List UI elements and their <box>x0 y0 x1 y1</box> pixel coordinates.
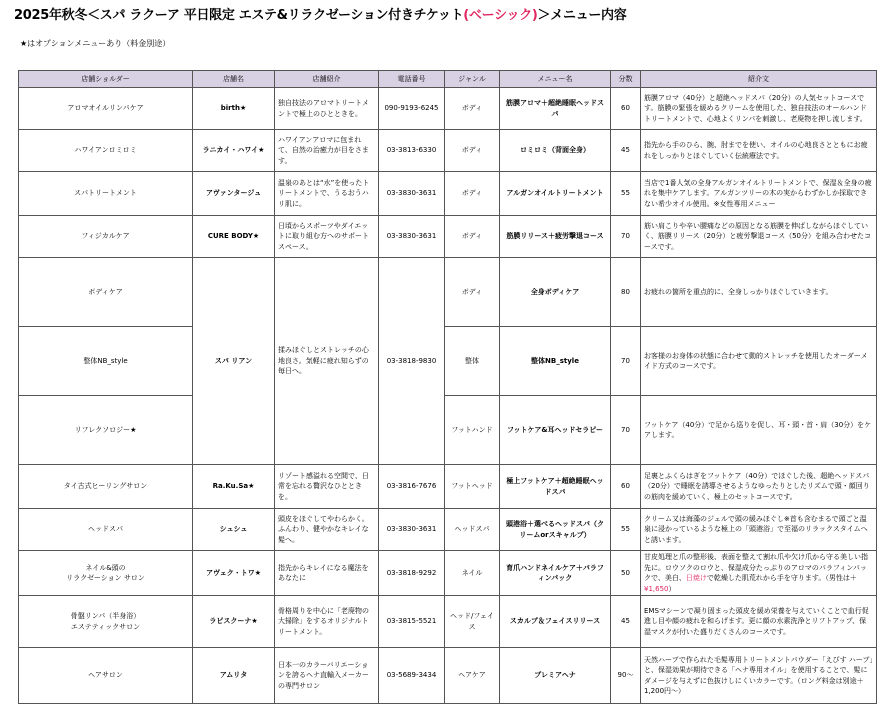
minutes-cell: 70 <box>611 396 641 465</box>
description-cell: 甘皮処理と爪の整形後、表面を整えて割れ爪や欠け爪から守る美しい指先に。ロウソクのロウと、保湿成分たっぷりのアロマのパラフィンパックで、美白、日焼けで乾燥した肌荒れから手を守ります。（男性は＋¥1,650） <box>641 551 877 596</box>
col-header: 店舗ショルダー <box>19 71 193 88</box>
shoulder-cell: 整体NB_style <box>19 327 193 396</box>
minutes-cell: 55 <box>611 172 641 216</box>
phone-cell: 03-3818-9830 <box>379 258 445 465</box>
table-header-row <box>19 71 877 88</box>
genre-cell: フットヘッド <box>445 465 500 509</box>
table-row <box>19 551 877 596</box>
phone-cell: 03-3830-3631 <box>379 172 445 216</box>
shoulder-cell: アロマオイルリンパケア <box>19 88 193 130</box>
minutes-cell: 60 <box>611 88 641 130</box>
shoulder-cell: ヘッドスパ <box>19 509 193 551</box>
menu-cell: 整体NB_style <box>500 327 611 396</box>
shoulder-cell: ヘアサロン <box>19 648 193 704</box>
table-row <box>19 172 877 216</box>
store-cell: アムリタ <box>193 648 275 704</box>
intro-cell: リゾート感溢れる空間で、日常を忘れる贅沢なひとときを。 <box>275 465 379 509</box>
table-row <box>19 465 877 509</box>
description-cell: 指先から手のひら、腕、肘までを使い、オイルの心地良さとともにお疲れをしっかりとほぐしていく伝統療法です。 <box>641 130 877 172</box>
description-cell: 筋膜アロマ（40分）と超絶ヘッドスパ（20分）の人気セットコースです。筋膜の緊張を緩めるクリームを使用した、独自技法のオールハンドトリートメントで、心地よくリンパを刺激し、老廃物を押し流します。 <box>641 88 877 130</box>
genre-cell: ボディ <box>445 258 500 327</box>
store-cell: アヴェク・トワ★ <box>193 551 275 596</box>
phone-cell: 090-9193-6245 <box>379 88 445 130</box>
shoulder-cell: ボディケア <box>19 258 193 327</box>
menu-cell: フットケア&耳ヘッドセラピー <box>500 396 611 465</box>
option-note: ★はオプションメニューあり（料金別途） <box>20 39 171 48</box>
minutes-cell: 80 <box>611 258 641 327</box>
menu-table <box>18 70 877 704</box>
intro-cell: 指先からキレイになる魔法をあなたに <box>275 551 379 596</box>
col-header: ジャンル <box>445 71 500 88</box>
description-cell: 当店で1番人気の全身アルガンオイルトリートメントで、保湿＆全身の疲れを集中ケアします。アルガンツリーの木の実からわずかしか採取できない希少オイル使用。※女性専用メニュー <box>641 172 877 216</box>
phone-cell: 03-3815-5521 <box>379 596 445 648</box>
store-cell: シュシュ <box>193 509 275 551</box>
genre-cell: ボディ <box>445 172 500 216</box>
genre-cell: 整体 <box>445 327 500 396</box>
table-row <box>19 130 877 172</box>
minutes-cell: 70 <box>611 216 641 258</box>
phone-cell: 03-5689-3434 <box>379 648 445 704</box>
table-row <box>19 216 877 258</box>
menu-cell: 頭港浴＋選べるヘッドスパ（クリームorスキャルプ） <box>500 509 611 551</box>
shoulder-cell: タイ古式ヒーリングサロン <box>19 465 193 509</box>
genre-cell: ヘッド/フェイス <box>445 596 500 648</box>
minutes-cell: 45 <box>611 596 641 648</box>
col-header: 店舗紹介 <box>275 71 379 88</box>
menu-cell: アルガンオイルトリートメント <box>500 172 611 216</box>
menu-cell: プレミアヘナ <box>500 648 611 704</box>
intro-cell: 頭皮をほぐしてやわらかく。ふんわり、健やかなキレイな髪へ。 <box>275 509 379 551</box>
page-title: 2025年秋冬＜スパ ラクーア 平日限定 エステ&リラクゼーション付きチケット(ベーシック)＞メニュー内容 <box>14 8 627 23</box>
intro-cell: 日頃からスポーツやダイエットに取り組む方へのサポートスペース。 <box>275 216 379 258</box>
table-row <box>19 258 877 327</box>
col-header: 電話番号 <box>379 71 445 88</box>
menu-cell: 全身ボディケア <box>500 258 611 327</box>
intro-cell: 独自技法のアロマトリートメントで極上のひとときを。 <box>275 88 379 130</box>
description-cell: フットケア（40分）で足から巡りを促し、耳・頭・首・肩（30分）をケアします。 <box>641 396 877 465</box>
genre-cell: フットハンド <box>445 396 500 465</box>
store-cell: Ra.Ku.Sa★ <box>193 465 275 509</box>
menu-cell: ロミロミ（背面全身） <box>500 130 611 172</box>
minutes-cell: 60 <box>611 465 641 509</box>
store-cell: スパ リアン <box>193 258 275 465</box>
store-cell: birth★ <box>193 88 275 130</box>
store-cell: ラピスクーナ★ <box>193 596 275 648</box>
genre-cell: ヘアケア <box>445 648 500 704</box>
menu-cell: 筋膜リリース＋疲労撃退コース <box>500 216 611 258</box>
col-header: 店舗名 <box>193 71 275 88</box>
table-row <box>19 327 877 396</box>
col-header: 分数 <box>611 71 641 88</box>
description-cell: 天然ハーブで作られた毛髪専用トリートメントパウダー「えびす ハーブ」と、保湿効果が期待できる「ヘナ専用オイル」を使用することで、髪にダメージを与えずに色抜けしにくいカラーです。（ロング料金は別途＋1,200円～） <box>641 648 877 704</box>
description-cell: 筋い肩こりや辛い腰痛などの原因となる筋膜を伸ばしながらほぐしていく、筋膜リリース（20分）と疲労撃退コース（50分）を組み合わせたコースです。 <box>641 216 877 258</box>
genre-cell: ボディ <box>445 130 500 172</box>
minutes-cell: 55 <box>611 509 641 551</box>
store-cell: ラニカイ・ハワイ★ <box>193 130 275 172</box>
description-cell: EMSマシーンで凝り固まった頭皮を緩め栄養を与えていくことで血行促進し目や顔の疲れを和らげます。更に顔の水素洗浄とリフトアップ、保湿マスクが付いた盛りだくさんのコースです。 <box>641 596 877 648</box>
col-header: メニュー名 <box>500 71 611 88</box>
menu-cell: 筋膜アロマ＋超絶睡眠ヘッドスパ <box>500 88 611 130</box>
shoulder-cell: ネイル&頭の リラクゼーション サロン <box>19 551 193 596</box>
minutes-cell: 45 <box>611 130 641 172</box>
minutes-cell: 50 <box>611 551 641 596</box>
intro-cell: ハワイアンアロマに包まれて、自然の治癒力が目をさます。 <box>275 130 379 172</box>
table-row <box>19 88 877 130</box>
intro-cell: 日本一のカラーバリエーションを誇るヘナ直輸入メーカーの専門サロン <box>275 648 379 704</box>
phone-cell: 03-3830-3631 <box>379 509 445 551</box>
shoulder-cell: スパトリートメント <box>19 172 193 216</box>
intro-cell: 温泉のあとは“水”を使ったトリートメントで、うるおうハリ肌に。 <box>275 172 379 216</box>
genre-cell: ネイル <box>445 551 500 596</box>
description-cell: お客様のお身体の状態に合わせて動的ストレッチを使用したオーダーメイド方式のコースです。 <box>641 327 877 396</box>
shoulder-cell: リフレクソロジー★ <box>19 396 193 465</box>
description-cell: 足裏とふくらはぎをフットケア（40分）でほぐした後、超絶ヘッドスパ（20分）で睡眠を誘導させるようなゆったりとしたリズムで頭・顔回りの筋肉を緩めていく、極上のセットコースです。 <box>641 465 877 509</box>
phone-cell: 03-3816-7676 <box>379 465 445 509</box>
shoulder-cell: フィジカルケア <box>19 216 193 258</box>
table-row <box>19 596 877 648</box>
intro-cell: 骨格周りを中心に「老廃物の大掃除」をするオリジナルトリートメント。 <box>275 596 379 648</box>
menu-cell: 育爪ハンドネイルケア＋パラフィンパック <box>500 551 611 596</box>
table-row <box>19 648 877 704</box>
menu-cell: スカルプ＆フェイスリリース <box>500 596 611 648</box>
store-cell: アヴァンタージュ <box>193 172 275 216</box>
genre-cell: ボディ <box>445 216 500 258</box>
store-cell: CURE BODY★ <box>193 216 275 258</box>
shoulder-cell: 骨盤リンパ（半身浴） エステティックサロン <box>19 596 193 648</box>
intro-cell: 揉みほぐしとストレッチの心地良さ。気軽に疲れ知らずの毎日へ。 <box>275 258 379 465</box>
shoulder-cell: ハワイアンロミロミ <box>19 130 193 172</box>
description-cell: クリーム又は海藻のジェルで頭の緩みほぐし※首も含むまるで頭ごと温泉に浸かっているような極上の「頭港浴」で至福のリラックスタイムへと誘います。 <box>641 509 877 551</box>
menu-cell: 極上フットケア＋超絶睡眠ヘッドスパ <box>500 465 611 509</box>
genre-cell: ボディ <box>445 88 500 130</box>
genre-cell: ヘッドスパ <box>445 509 500 551</box>
table-row <box>19 396 877 465</box>
col-header: 紹介文 <box>641 71 877 88</box>
phone-cell: 03-3818-9292 <box>379 551 445 596</box>
phone-cell: 03-3830-3631 <box>379 216 445 258</box>
phone-cell: 03-3813-6330 <box>379 130 445 172</box>
table-row <box>19 509 877 551</box>
minutes-cell: 70 <box>611 327 641 396</box>
description-cell: お疲れの箇所を重点的に、全身しっかりほぐしていきます。 <box>641 258 877 327</box>
minutes-cell: 90～ <box>611 648 641 704</box>
